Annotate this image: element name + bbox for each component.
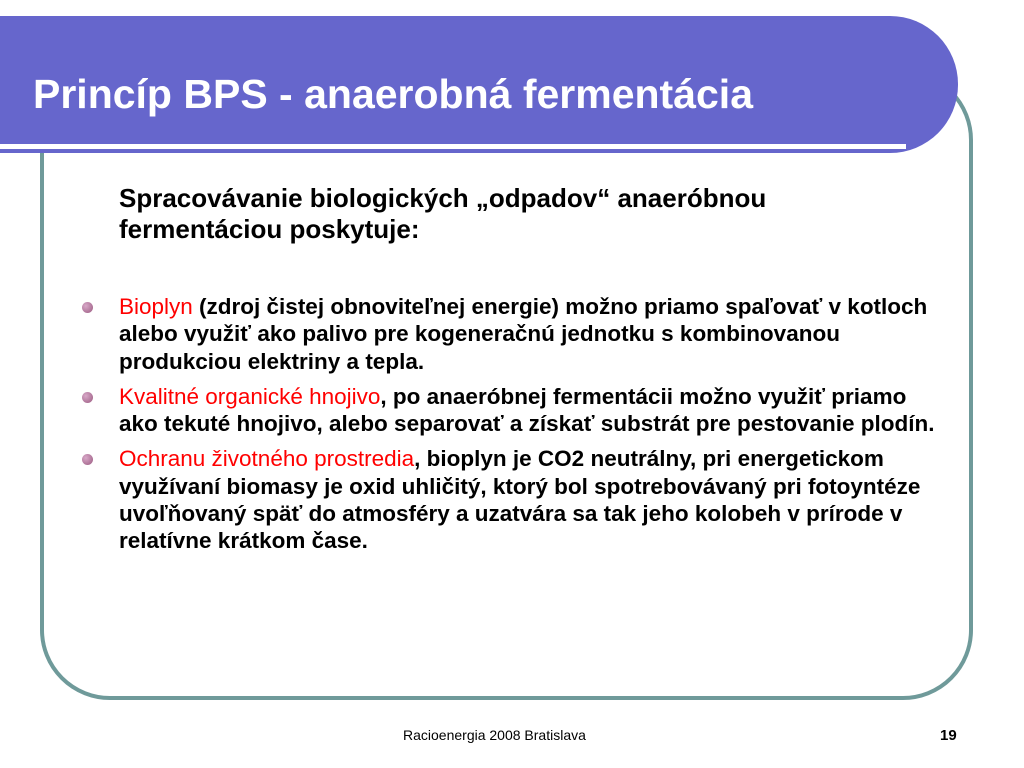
bullet-text-line1: (zdroj čistej obnoviteľnej energie) možno priamo: [192, 294, 720, 319]
title-underline: [0, 144, 906, 149]
bullet-highlight: Bioplyn: [119, 294, 193, 319]
bullet-dot-icon: [82, 392, 93, 403]
bullet-text-rest: možno využiť priamo ako tekuté hnojivo, alebo separovať a získať substrát pre pestovanie plodín.: [119, 383, 935, 437]
bullet-item-bioplyn: [70, 293, 950, 375]
bullet-text-rest: spaľovať v kotloch alebo využiť ako palivo pre kogeneračnú jednotku s kombinovanou produkciou elektriny a tepla.: [119, 294, 928, 374]
page-number: 19: [940, 727, 957, 744]
intro-text: Spracovávanie biologických „odpadov“ anaeróbnou fermentáciou poskytuje:: [119, 183, 767, 244]
slide-title: Princíp BPS - anaerobná fermentácia: [33, 71, 754, 117]
bullet-highlight: Kvalitné organické hnojivo: [119, 383, 381, 409]
title-bar: [0, 16, 958, 153]
bullet-text-line1: , bioplyn je CO2 neutrálny, pri: [414, 446, 732, 472]
bullet-item-ochrana: [70, 445, 950, 554]
bullet-item-hnojivo: [70, 383, 950, 438]
bullet-highlight: Ochranu životného prostredia: [119, 446, 415, 472]
bullet-text-line1: , po anaeróbnej fermentácii: [380, 383, 673, 409]
bullet-list: [70, 293, 950, 563]
bullet-dot-icon: [82, 454, 93, 465]
bullet-dot-icon: [82, 302, 93, 313]
bullet-text-rest: energetickom využívaní biomasy je oxid uhličitý, ktorý bol spotrebovávaný pri fotoyntéze uvoľňovaný späť do atmosféry a uzatvára sa tak jeho kolobeh v prírode v relatívne krátkom čase.: [119, 446, 921, 554]
footer-text: Racioenergia 2008 Bratislava: [403, 727, 586, 743]
